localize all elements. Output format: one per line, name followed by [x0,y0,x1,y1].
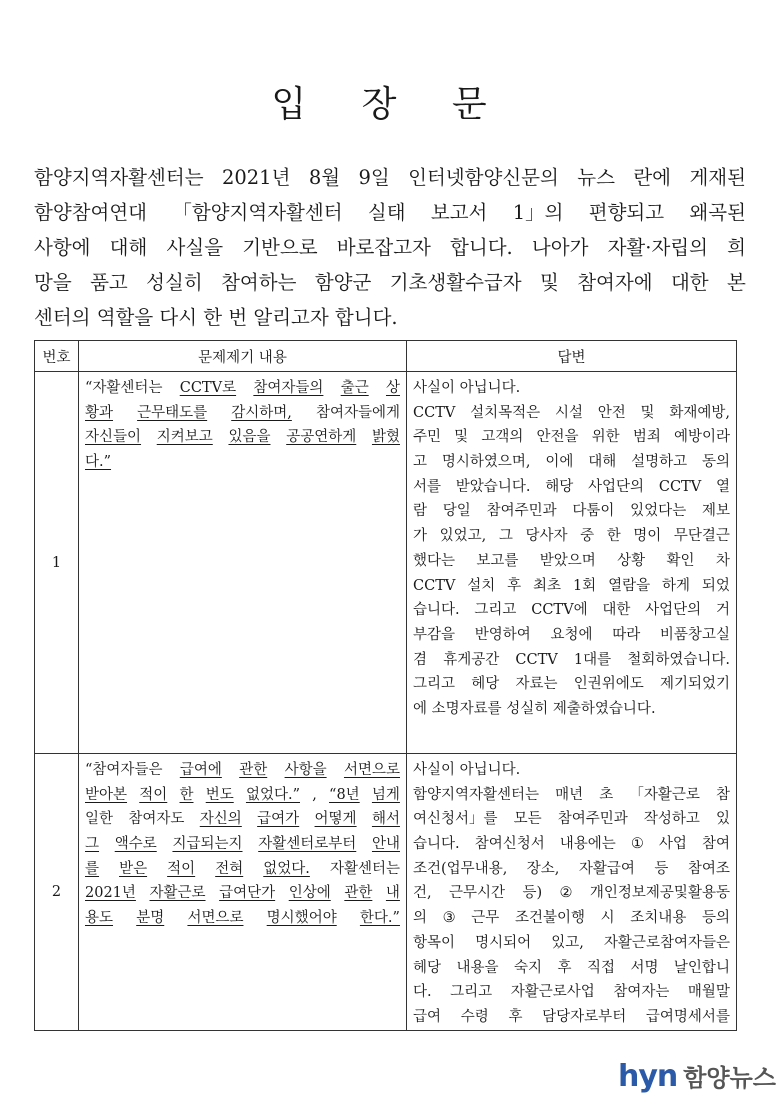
answer-cell [407,372,737,754]
intro-word: 함양지역자활센터는 [34,166,204,189]
text-fragment: 항목이 [413,934,456,951]
intro-word: 게재된 [689,166,746,189]
intro-line [34,300,746,335]
text-fragment: 용도 [85,910,114,927]
intro-word: 품고 [90,271,128,294]
text-line [413,574,730,599]
text-fragment: 자활근로 [149,885,206,902]
text-fragment: 받았습니다. [455,478,531,495]
text-fragment: 참여자들에게 [315,404,400,421]
text-fragment: 번도 [205,786,234,803]
statement-table [34,340,737,1031]
text-fragment: 참여자는 [613,984,670,1001]
text-line [413,881,730,906]
intro-word: 본 [727,271,746,294]
text-fragment: “참여자들은 [85,762,163,778]
text-fragment: 대한 [602,602,631,619]
intro-line [34,195,746,230]
text-fragment: 「자활근로 [629,786,700,803]
text-fragment: 후 [507,577,522,594]
text-fragment: CCTV에 [531,602,588,619]
text-fragment: 한 [606,528,621,545]
text-fragment: 사업단의 [645,602,702,619]
intro-word: 참여자에 [577,271,653,294]
text-fragment: CCTV [515,651,558,668]
text-fragment: 사실이 아닙니다. [413,380,521,396]
text-fragment: 다. [413,984,432,1001]
text-fragment: 대해 [588,454,617,471]
intro-word: 망을 [34,271,72,294]
text-fragment: 있 [715,811,730,828]
text-fragment: 1회 [572,577,597,594]
text-line [413,524,730,549]
text-fragment: 참여주민과 [486,503,557,520]
text-fragment: 조건불이행 [514,910,585,927]
text-fragment: 비품창고실 [659,626,730,643]
text-fragment: 헤당 [413,959,442,976]
text-fragment: “8년 [329,786,360,803]
text-fragment: 그리고 [474,602,517,619]
text-fragment: 안전 [597,404,626,421]
text-line [413,697,730,722]
text-fragment: 여신청서」를 [413,811,498,828]
text-fragment: 서명 [630,959,659,976]
text-fragment: 어떻게 [314,811,357,828]
text-fragment: 있었다는 [630,503,687,520]
intro-word: 참여하는 [221,271,297,294]
text-fragment: 그리고 [450,984,493,1001]
text-line [85,401,400,426]
text-fragment: 제보 [701,503,730,520]
hamyang-news-logo [618,1058,776,1094]
text-fragment: 열 [715,478,730,495]
text-fragment: 해서 [371,811,400,828]
text-line [413,758,730,783]
text-fragment: 건, [413,885,432,902]
intro-word: 나아가 [531,236,589,259]
text-fragment: 안전을 [536,429,579,446]
intro-word: 「함양지역자활센터 [172,201,343,224]
text-fragment: 겸 [413,651,428,668]
text-fragment: 의 [413,910,428,927]
text-fragment: 근무시간 [449,885,506,902]
text-fragment: 중 [580,528,595,545]
header-answer: 답변 [407,341,737,372]
text-fragment: 한 [179,786,194,803]
text-fragment: 장소, [526,860,560,877]
intro-word: 2021년 [221,166,291,189]
text-line [413,980,730,1005]
text-fragment: 수령 [460,1008,489,1025]
text-fragment: 내용에는 [559,836,616,853]
text-fragment: ① [630,836,644,853]
intro-word: 합니다. [450,236,513,259]
text-fragment: 상황 [617,552,646,569]
text-fragment: 참여자들의 [253,380,324,396]
text-fragment: 시 [600,910,615,927]
text-fragment: 공공연하게 [286,429,357,446]
text-fragment: 참여신청서 [474,836,545,853]
text-fragment: 사항을 [284,762,327,778]
intro-word: 대해 [109,236,148,259]
intro-word: 보고서 [430,201,488,224]
text-line [413,832,730,857]
issue-cell [79,372,407,754]
text-line [85,450,400,475]
text-fragment: 당일 [442,503,471,520]
intro-line [34,265,746,300]
text-fragment: 담당자로부터 [542,1008,627,1025]
text-fragment: 따라 [612,626,641,643]
intro-word: 8월 [308,166,341,189]
intro-word: 함양참여연대 [34,201,148,224]
text-fragment: 주민 [413,429,442,446]
text-fragment: 넘게 [371,786,400,803]
text-fragment: 없었다. [263,860,310,877]
text-fragment: 반영하여 [474,626,531,643]
text-fragment: CCTV [413,577,456,594]
text-fragment: 습니다. [413,602,460,619]
text-fragment: 모든 [513,811,542,828]
text-fragment: 참여 [701,836,730,853]
text-fragment: 적이 [139,786,168,803]
text-fragment: 근무 [471,910,500,927]
text-line [413,499,730,524]
text-fragment: 부감을 [413,626,456,643]
text-fragment: 다툼이 [572,503,615,520]
text-fragment: 날인합니 [673,959,730,976]
text-fragment: 받은 [119,860,148,877]
text-line [413,549,730,574]
table-header-row [35,341,737,372]
text-fragment: CCTV로 [179,380,237,396]
text-fragment: 직접 [586,959,615,976]
text-fragment: CCTV [413,404,456,421]
text-fragment: 를 [85,860,100,877]
text-line [85,376,400,401]
text-fragment: 헤당 [471,676,500,693]
text-fragment: 해당 [545,478,574,495]
text-fragment: 제기되었기 [659,676,730,693]
text-fragment: 있고, [551,934,584,951]
document-title: 입 장 문 [271,84,509,125]
text-line [413,425,730,450]
text-fragment: 급여가 [257,811,300,828]
text-fragment: 열람을 [608,577,651,594]
text-fragment: 요청에 [550,626,593,643]
text-fragment: 등 [654,860,669,877]
text-fragment: 그 [85,836,100,853]
text-fragment: 자활센터로부터 [258,836,357,853]
text-fragment: 설명하고 [631,454,688,471]
intro-word: 9일 [358,166,390,189]
text-fragment: 예방이라 [673,429,730,446]
text-fragment: 및 [454,429,469,446]
intro-line [34,160,746,195]
table-row [35,372,737,754]
text-fragment: 거 [715,602,730,619]
text-fragment: 습니다. [413,836,460,853]
text-line [413,931,730,956]
text-fragment: 후 [557,959,572,976]
text-line [85,807,400,832]
text-fragment: 했다는 [413,552,456,569]
text-fragment: 급여에 [179,762,222,778]
text-line [413,475,730,500]
text-fragment: 자활급여 [578,860,635,877]
text-fragment: 근무태도를 [137,404,208,421]
text-fragment: 참여주민과 [557,811,628,828]
text-fragment: 되었 [701,577,730,594]
text-fragment: 사업 [658,836,687,853]
text-line [413,672,730,697]
text-fragment: 명이 [633,528,662,545]
text-line [413,450,730,475]
intro-word: 성실히 [146,271,203,294]
answer-cell [407,754,737,1031]
text-fragment: 고 [413,454,428,471]
text-fragment: 후 [508,1008,523,1025]
text-fragment: 인권위에도 [573,676,644,693]
text-line [85,758,400,783]
intro-word: 사실을 [166,236,224,259]
text-fragment: 급여명세서를 [645,1008,730,1025]
text-line [85,832,400,857]
text-fragment: 다.” [85,454,112,471]
text-fragment: 설치목적은 [470,404,541,421]
intro-line [34,230,746,265]
intro-word: 왜곡된 [689,201,746,224]
text-fragment: 참 [715,786,730,803]
text-fragment: 설치 [467,577,496,594]
text-fragment: 참여자도 [128,811,185,828]
text-line [85,857,400,882]
text-fragment: 개인정보제공및활용동 [589,885,730,902]
text-fragment: 무단결근 [673,528,730,545]
text-fragment: 작성하고 [643,811,700,828]
text-fragment: 보고를 [476,552,519,569]
text-fragment: ③ [442,910,456,927]
text-line [413,376,730,401]
text-fragment: 받았으며 [539,552,596,569]
intro-word: 센터의 역할을 다시 한 번 알리고자 합니다. [34,306,398,329]
row-number: 2 [35,754,79,1031]
text-fragment: 사업단의 [588,478,645,495]
text-fragment: 시설 [554,404,583,421]
text-fragment: 이에 [545,454,574,471]
text-fragment: 숙지 [513,959,542,976]
text-line [85,906,400,931]
issue-cell [79,754,407,1031]
text-fragment: 초 [599,786,614,803]
intro-word: 뉴스 [577,166,615,189]
text-fragment: 매년 [555,786,584,803]
logo-brand: hyn [617,1059,678,1094]
intro-word: 및 [539,271,559,294]
text-fragment: 사실이 아닙니다. [413,762,521,778]
text-fragment: 서면으로 [343,762,400,778]
text-fragment: 범죄 [632,429,661,446]
logo-name: 함양뉴스 [683,1064,776,1092]
text-fragment: 자활센터는 [329,860,400,877]
intro-word: 편향되고 [588,201,665,224]
text-fragment: 위한 [591,429,620,446]
text-fragment: 자신들이 [85,429,142,446]
text-fragment: 없었다.” [245,786,300,803]
text-line [413,956,730,981]
text-fragment: ② [559,885,573,902]
text-fragment: 자활근로참여자들은 [603,934,730,951]
intro-paragraph [34,160,746,335]
intro-word: 란에 [633,166,672,189]
text-fragment: 감시하며, [231,404,292,421]
text-line [85,783,400,808]
intro-word: 함양군 [314,271,372,294]
text-fragment: 확인 [666,552,695,569]
text-line [413,906,730,931]
text-fragment: 관한 [344,885,373,902]
text-fragment: 전혀 [215,860,244,877]
text-line [85,881,400,906]
text-fragment: 지켜보고 [156,429,213,446]
text-fragment: 고객의 [481,429,524,446]
text-line [413,598,730,623]
text-fragment: 급여 [413,1008,442,1025]
text-fragment: 조치내용 [630,910,687,927]
text-fragment: 지급되는지 [172,836,243,853]
text-fragment: 분명 [136,910,165,927]
text-fragment: 출근 [340,380,369,396]
text-fragment: 하게 [662,577,691,594]
text-fragment: 적이 [167,860,196,877]
text-line [85,425,400,450]
intro-word: 자활·자립의 [607,236,708,259]
intro-word: 희 [727,236,746,259]
text-line [413,807,730,832]
header-issue: 문제제기 내용 [79,341,407,372]
text-fragment: 에 소명자료를 성실히 제출하였습니다. [413,700,656,717]
text-fragment: , [312,786,317,803]
text-fragment: 있음을 [228,429,271,446]
text-fragment: 2021년 [85,885,136,902]
text-fragment: 안내 [371,836,400,853]
text-fragment: 당사자 [525,528,568,545]
text-fragment: 그리고 [413,676,456,693]
text-fragment: 참여조 [687,860,730,877]
text-fragment: 최초 [533,577,562,594]
text-fragment: 가 [413,528,428,545]
table-row [35,754,737,1031]
text-fragment: 및 [640,404,655,421]
text-fragment: 급여단가 [219,885,276,902]
text-fragment: 등) [522,885,543,902]
text-fragment: 관한 [239,762,268,778]
text-fragment: 화재예방, [669,404,730,421]
text-fragment: 일한 [85,811,114,828]
text-fragment: 한다.” [359,910,400,927]
header-number: 번호 [35,341,79,372]
text-fragment: 내용을 [456,959,499,976]
text-fragment: 황과 [85,404,114,421]
intro-word: 대한 [670,271,709,294]
intro-word: 기초생활수급자 [389,271,522,294]
text-fragment: 명시했어야 [266,910,337,927]
text-fragment: 명시되어 [475,934,532,951]
intro-word: 바로잡고자 [336,236,431,259]
text-fragment: 그 [498,528,513,545]
text-fragment: 내 [385,885,400,902]
text-line [413,783,730,808]
text-fragment: 명시하였으며, [441,454,531,471]
text-fragment: 람 [413,503,428,520]
text-line [413,648,730,673]
text-fragment: 철회하였습니다. [627,651,730,668]
text-fragment: 함양지역자활센터는 [413,786,540,803]
text-fragment: 있었고, [439,528,487,545]
text-fragment: 등의 [701,910,730,927]
intro-word: 기반으로 [242,236,318,259]
text-fragment: 매월말 [687,984,730,1001]
text-fragment: 서를 [413,478,442,495]
text-fragment: 자신의 [199,811,242,828]
text-line [413,401,730,426]
text-fragment: 자료는 [515,676,558,693]
intro-word: 인터넷함양신문의 [408,166,559,189]
text-fragment: 받아본 [85,786,128,803]
text-fragment: CCTV [658,478,702,495]
text-fragment: 1대를 [573,651,612,668]
text-line [413,623,730,648]
text-fragment: 조건(업무내용, [413,860,508,877]
intro-word: 1」의 [512,201,564,224]
intro-word: 실태 [367,201,406,224]
text-fragment: 밝혔 [371,429,400,446]
text-fragment: “자활센터는 [85,380,163,396]
text-fragment: 휴게공간 [443,651,500,668]
text-fragment: 차 [715,552,730,569]
text-fragment: 액수로 [114,836,157,853]
text-fragment: 자활근로사업 [510,984,595,1001]
intro-word: 사항에 [34,236,91,259]
row-number: 1 [35,372,79,754]
text-fragment: 인상에 [288,885,331,902]
text-line [413,857,730,882]
text-fragment: 서면으로 [187,910,244,927]
text-fragment: 상 [385,380,400,396]
text-fragment: 동의 [701,454,730,471]
text-line [413,1005,730,1030]
